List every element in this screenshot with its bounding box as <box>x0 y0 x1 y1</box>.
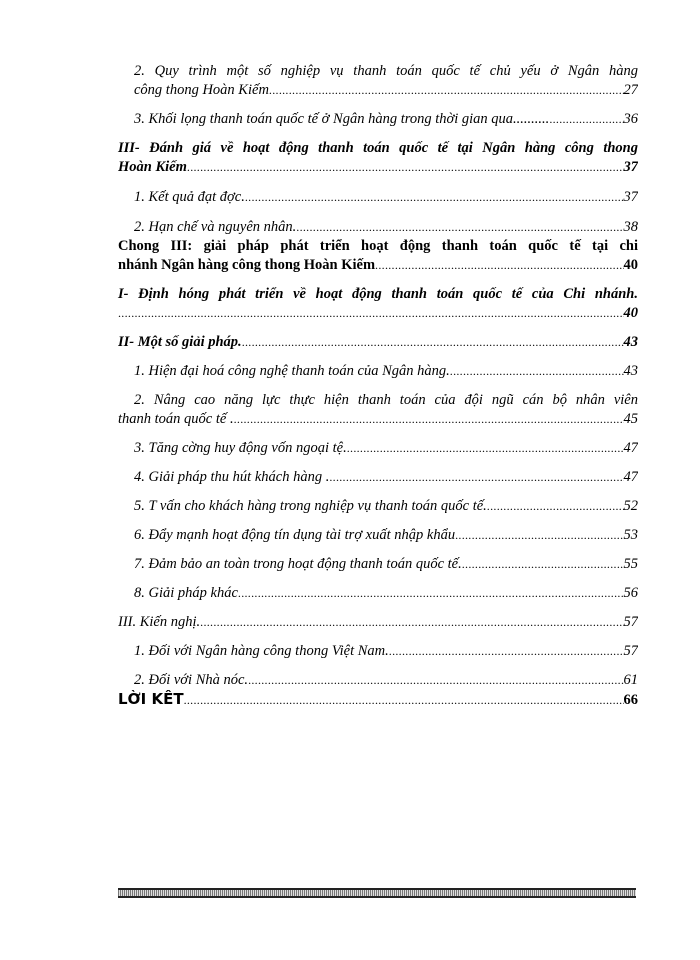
toc-entry[interactable] <box>118 555 638 574</box>
toc-entry-text: 2. Hạn chế và nguyên nhân. <box>134 219 297 235</box>
page-number: 47 <box>623 469 638 485</box>
toc-entry[interactable] <box>118 237 638 275</box>
toc-entry-text: công thong Hoàn Kiếm <box>134 82 269 98</box>
page-number: 43 <box>623 334 638 350</box>
leader-dots <box>248 671 623 690</box>
page-number: 53 <box>623 527 638 543</box>
leader-dots <box>269 81 624 100</box>
page-number: 55 <box>623 556 638 572</box>
leader-dots <box>462 555 624 574</box>
toc-entry[interactable] <box>118 497 638 516</box>
leader-dots <box>347 439 624 458</box>
toc-entry-text: 8. Giải pháp khác <box>134 585 238 601</box>
toc-entry-text: 3. Tăng cờng huy động vốn ngoại tệ. <box>134 440 347 456</box>
footer-rule <box>118 888 636 898</box>
toc-entry-text: I- Định hóng phát triển về hoạt động thanh toán quốc tế của Chi nhánh. <box>118 286 638 302</box>
page-number: 47 <box>623 440 638 456</box>
toc-entry-text: 4. Giải pháp thu hút khách hàng . <box>134 469 330 485</box>
page-number: 37 <box>623 189 638 205</box>
toc-entry-text: II- Một số giải pháp. <box>118 334 242 350</box>
toc-entry[interactable] <box>118 690 638 710</box>
toc-entry[interactable] <box>118 613 638 632</box>
toc-entry-text: thanh toán quốc tế . <box>118 411 234 427</box>
toc-entry-text: 7. Đảm bảo an toàn trong hoạt động thanh toán quốc tế. <box>134 556 462 572</box>
toc-entry-text: 2. Nâng cao năng lực thực hiện thanh toán của đội ngũ cán bộ nhân viên <box>134 392 638 408</box>
toc-entry-text: 1. Kết quả đạt đợc. <box>134 189 245 205</box>
leader-dots <box>375 256 623 275</box>
leader-dots <box>450 362 624 381</box>
toc-entry-text: 1. Đối với Ngân hàng công thong Việt Nam. <box>134 643 389 659</box>
toc-entry-text: III. Kiến nghị. <box>118 614 201 630</box>
leader-dots <box>118 304 624 323</box>
toc-entry-text: 2. Đối với Nhà nóc. <box>134 672 249 688</box>
toc-entry-text: Chong III: giải pháp phát triển hoạt động thanh toán quốc tế tại chi <box>118 238 638 254</box>
page-number: 37 <box>623 159 638 175</box>
toc-entry[interactable] <box>118 439 638 458</box>
page-number: 61 <box>623 672 638 688</box>
page-number: 57 <box>623 643 638 659</box>
toc-entry-text: 2. Quy trình một số nghiệp vụ thanh toán quốc tế chủ yếu ở Ngân hàng <box>134 63 638 79</box>
toc-entry[interactable] <box>118 333 638 352</box>
toc-entry[interactable] <box>118 642 638 661</box>
toc-entry-text: III- Đánh giá về hoạt động thanh toán quốc tế tại Ngân hàng công thong <box>118 140 638 156</box>
page-number: 38 <box>623 219 638 235</box>
toc-entry[interactable] <box>118 285 638 323</box>
toc-entry-text: 3. Khối lọng thanh toán quốc tế ở Ngân hàng trong thời gian qua.......... <box>134 111 550 127</box>
page-number: 40 <box>623 305 638 321</box>
page-number: 66 <box>623 692 638 708</box>
toc-entry-text: Hoàn Kiếm <box>118 159 187 175</box>
page-number: 36 <box>623 111 638 127</box>
toc-entry[interactable] <box>118 62 638 100</box>
toc-entry[interactable] <box>118 391 638 429</box>
page-number: 56 <box>623 585 638 601</box>
toc-entry-text: 6. Đẩy mạnh hoạt động tín dụng tài trợ xuất nhập khẩu <box>134 527 456 543</box>
toc-entry-text: 1. Hiện đại hoá công nghệ thanh toán của Ngân hàng. <box>134 363 450 379</box>
page-number: 52 <box>623 498 638 514</box>
toc-entry[interactable] <box>118 671 638 690</box>
page-number: 40 <box>623 257 638 273</box>
toc-entry-text: nhánh Ngân hàng công thong Hoàn Kiếm <box>118 257 376 273</box>
toc-entry[interactable] <box>118 110 638 129</box>
toc-entry[interactable] <box>118 362 638 381</box>
leader-dots <box>200 613 623 632</box>
leader-dots <box>184 691 624 710</box>
leader-dots <box>549 110 623 129</box>
toc-entry[interactable] <box>118 584 638 603</box>
page-number: 27 <box>623 82 638 98</box>
leader-dots <box>296 218 623 237</box>
leader-dots <box>242 333 624 352</box>
toc-entry-text: LỜI KẾT <box>118 690 184 708</box>
page-number: 43 <box>623 363 638 379</box>
leader-dots <box>455 526 623 545</box>
leader-dots <box>389 642 624 661</box>
page-number: 45 <box>623 411 638 427</box>
leader-dots <box>245 188 624 207</box>
toc-entry[interactable] <box>118 468 638 487</box>
leader-dots <box>238 584 624 603</box>
leader-dots <box>487 497 624 516</box>
page-number: 57 <box>623 614 638 630</box>
leader-dots <box>187 158 624 177</box>
toc-entry-text: 5. T vấn cho khách hàng trong nghiệp vụ thanh toán quốc tế. <box>134 498 487 514</box>
toc-entry[interactable] <box>118 218 638 237</box>
toc-entry[interactable] <box>118 139 638 177</box>
toc-entry[interactable] <box>118 188 638 207</box>
leader-dots <box>329 468 623 487</box>
toc-entry[interactable] <box>118 526 638 545</box>
leader-dots <box>234 410 624 429</box>
table-of-contents <box>118 62 638 710</box>
